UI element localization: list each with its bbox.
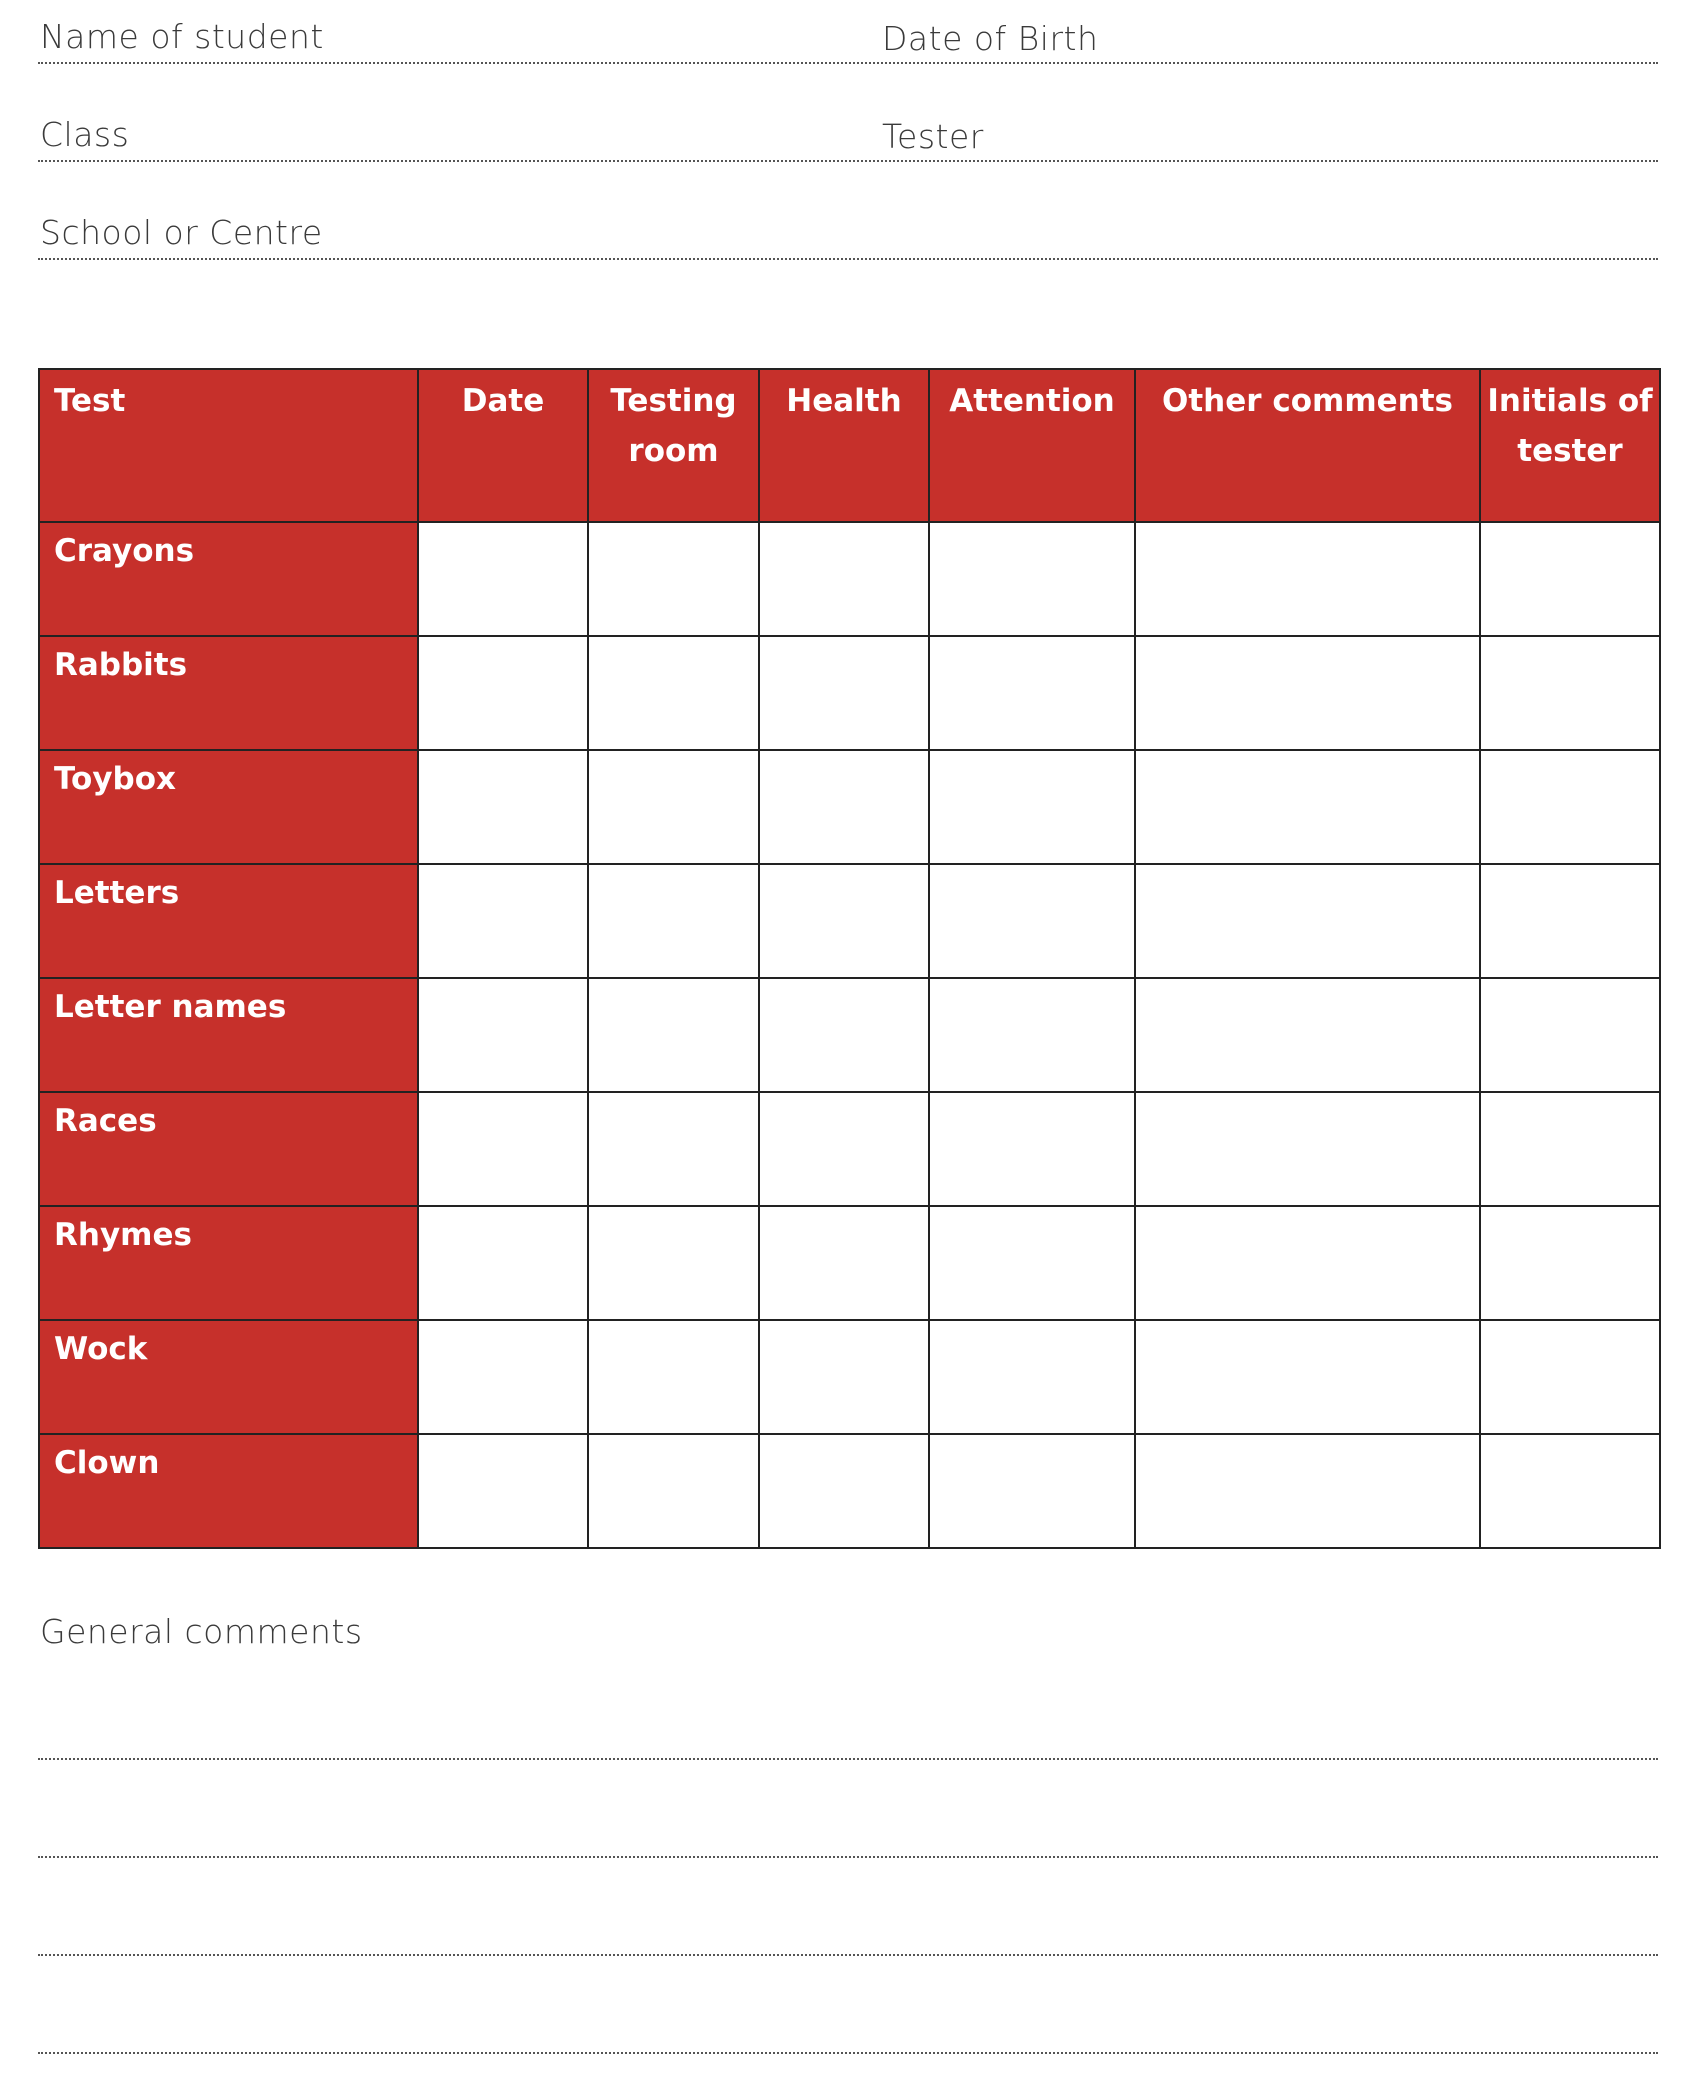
cell-other-comments[interactable] [1135,636,1480,750]
table-row [39,864,1660,978]
cell-other-comments[interactable] [1135,1320,1480,1434]
cell-attention[interactable] [929,1206,1135,1320]
school-label: School or Centre [40,213,323,252]
cell-other-comments[interactable] [1135,864,1480,978]
cell-health[interactable] [759,636,929,750]
row-label-wock: Wock [39,1320,418,1434]
cell-health[interactable] [759,978,929,1092]
student-name-field[interactable] [38,8,1658,64]
cell-health[interactable] [759,750,929,864]
comment-line[interactable] [38,2052,1658,2054]
cell-other-comments[interactable] [1135,1434,1480,1548]
cell-health[interactable] [759,1320,929,1434]
comment-line[interactable] [38,1856,1658,1858]
column-header-test: Test [39,369,418,522]
cell-attention[interactable] [929,978,1135,1092]
cell-date[interactable] [418,1320,588,1434]
row-label-rhymes: Rhymes [39,1206,418,1320]
table-row [39,636,1660,750]
cell-initials[interactable] [1480,1434,1660,1548]
cell-date[interactable] [418,750,588,864]
column-header-date: Date [418,369,588,522]
row-label-races: Races [39,1092,418,1206]
cell-initials[interactable] [1480,750,1660,864]
row-label-letter-names: Letter names [39,978,418,1092]
class-field[interactable] [38,106,1658,162]
cell-date[interactable] [418,978,588,1092]
cell-date[interactable] [418,636,588,750]
cell-testing-room[interactable] [588,1092,759,1206]
cell-date[interactable] [418,1434,588,1548]
cell-other-comments[interactable] [1135,750,1480,864]
cell-health[interactable] [759,1434,929,1548]
cell-attention[interactable] [929,864,1135,978]
row-label-rabbits: Rabbits [39,636,418,750]
column-header-initials-of-tester: Initials of tester [1480,369,1660,522]
cell-testing-room[interactable] [588,1434,759,1548]
cell-initials[interactable] [1480,522,1660,636]
class-label: Class [40,115,130,154]
cell-attention[interactable] [929,1320,1135,1434]
school-field[interactable] [38,204,1658,260]
cell-date[interactable] [418,864,588,978]
cell-testing-room[interactable] [588,978,759,1092]
cell-date[interactable] [418,1092,588,1206]
cell-attention[interactable] [929,522,1135,636]
cell-attention[interactable] [929,1092,1135,1206]
cell-attention[interactable] [929,1434,1135,1548]
date-of-birth-label: Date of Birth [882,19,1099,58]
cell-other-comments[interactable] [1135,1206,1480,1320]
cell-attention[interactable] [929,750,1135,864]
column-header-other-comments: Other comments [1135,369,1480,522]
cell-testing-room[interactable] [588,750,759,864]
table-row [39,1206,1660,1320]
comment-line[interactable] [38,1758,1658,1760]
row-label-letters: Letters [39,864,418,978]
cell-initials[interactable] [1480,1206,1660,1320]
cell-testing-room[interactable] [588,636,759,750]
cell-testing-room[interactable] [588,1206,759,1320]
table-row [39,1320,1660,1434]
cell-initials[interactable] [1480,978,1660,1092]
row-label-crayons: Crayons [39,522,418,636]
cell-initials[interactable] [1480,1320,1660,1434]
cell-testing-room[interactable] [588,1320,759,1434]
comment-line[interactable] [38,1954,1658,1956]
cell-other-comments[interactable] [1135,1092,1480,1206]
cell-initials[interactable] [1480,864,1660,978]
table-row [39,1092,1660,1206]
column-header-attention: Attention [929,369,1135,522]
cell-initials[interactable] [1480,636,1660,750]
general-comments-label: General comments [40,1612,363,1651]
cell-testing-room[interactable] [588,522,759,636]
column-header-health: Health [759,369,929,522]
cell-date[interactable] [418,522,588,636]
test-record-table [38,368,1661,1549]
cell-health[interactable] [759,1206,929,1320]
table-row [39,978,1660,1092]
table-row [39,1434,1660,1548]
cell-other-comments[interactable] [1135,978,1480,1092]
cell-health[interactable] [759,864,929,978]
table-row [39,750,1660,864]
cell-other-comments[interactable] [1135,522,1480,636]
student-name-label: Name of student [40,17,324,56]
row-label-toybox: Toybox [39,750,418,864]
cell-date[interactable] [418,1206,588,1320]
table-header-row [39,369,1660,522]
cell-health[interactable] [759,522,929,636]
row-label-clown: Clown [39,1434,418,1548]
table-row [39,522,1660,636]
cell-testing-room[interactable] [588,864,759,978]
column-header-testing-room: Testing room [588,369,759,522]
cell-health[interactable] [759,1092,929,1206]
cell-attention[interactable] [929,636,1135,750]
cell-initials[interactable] [1480,1092,1660,1206]
tester-label: Tester [882,117,984,156]
